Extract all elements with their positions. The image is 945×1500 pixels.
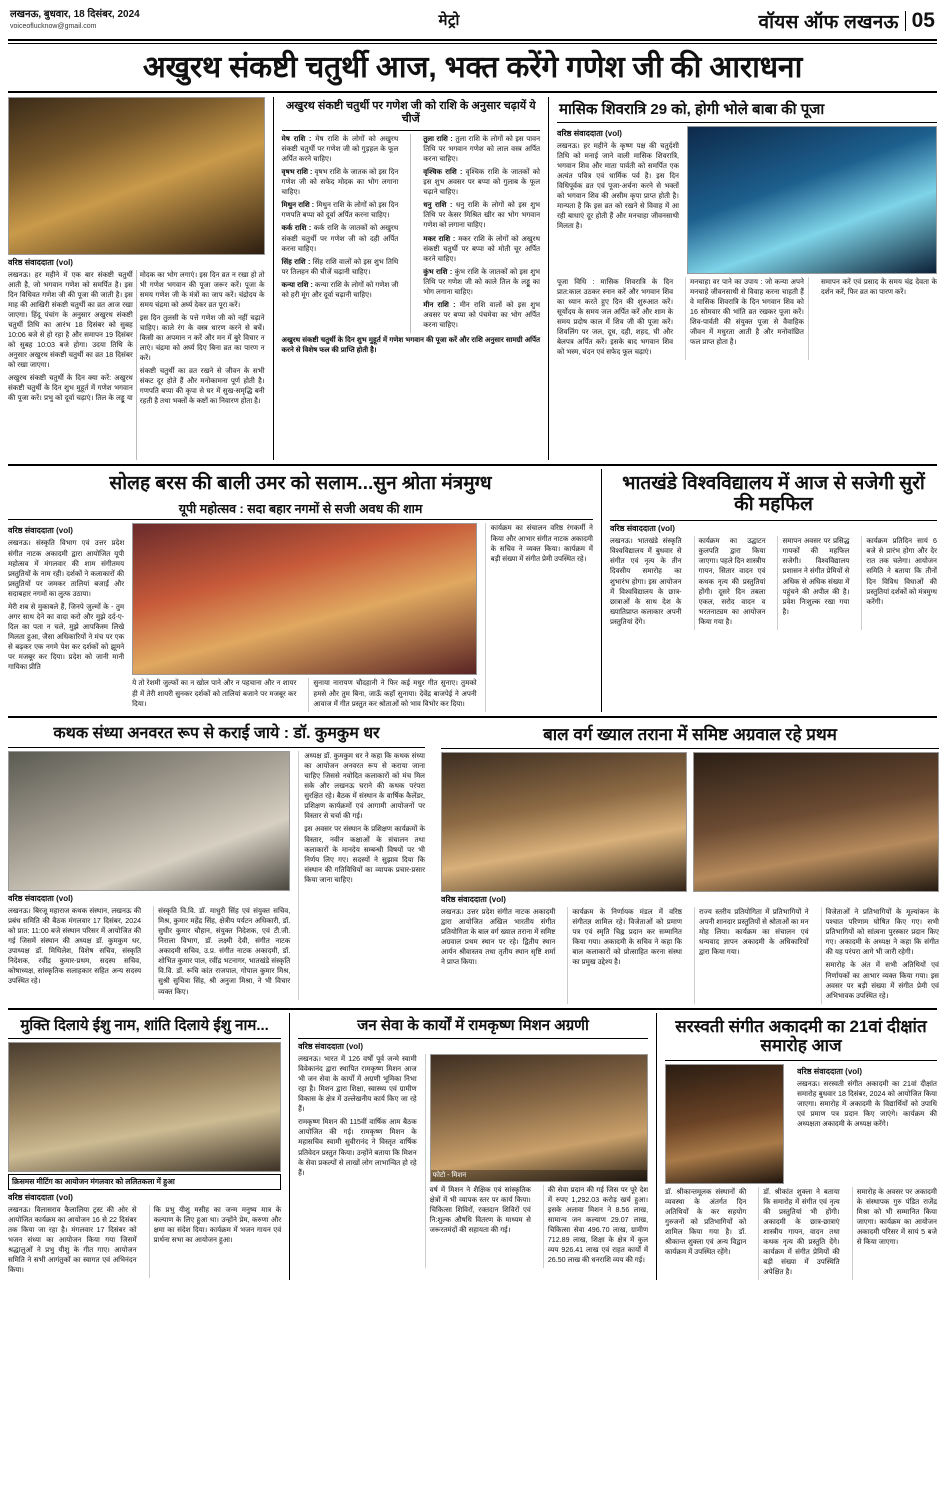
rashi-headline: अखुरथ संकष्टी चतुर्थी पर गणेश जी को राशि के अनुसार चढ़ायें ये चीजें — [285, 99, 536, 125]
rashi-sign: मीन राशि : — [423, 300, 456, 309]
ramkrishna-photo-caption: फोटो - मिशन — [431, 1170, 647, 1181]
rashi-text: तुला राशि के लोगों को इस पावन तिथि पर भगवान गणेश को लाल वस्त्र अर्पित करना चाहिए। — [423, 134, 541, 164]
baalvarg-para-5: समारोह के अंत में सभी अतिथियों एवं निर्णायकों का आभार व्यक्त किया गया। इस अवसर पर बड़ी संख्या में संगीत प्रेमी एवं अभिभावक उपस्थित रहे। — [825, 961, 939, 1000]
rashi-sign: मेष राशि : — [281, 134, 312, 143]
lead-para-3: इस दिन तुलसी के पत्ते गणेश जी को नहीं चढ़ाने चाहिए। काले रंग के वस्त्र धारण करने से बचें। किसी का अपमान न करें और मन में बुरे विचार न लाएं। चंद्रमा को अर्घ्य दिए बिना व्रत का पारण न करें। — [139, 313, 265, 363]
rashi-item — [282, 167, 399, 197]
bhatkhande-col-3 — [777, 536, 853, 630]
rashi-col-left — [282, 134, 399, 333]
shivratri-byline: वरिष्ठ संवाददाता (vol) — [557, 128, 622, 138]
baalvarg-para-2: कार्यक्रम के निर्णायक मंडल में वरिष्ठ संगीतज्ञ शामिल रहे। विजेताओं को प्रमाण पत्र एवं स्मृति चिह्न प्रदान कर सम्मानित किया गया। अकादमी के सचिव ने कहा कि बाल कलाकारों को प्रोत्साहित करना संस्था का प्रमुख उद्देश्य है। — [572, 908, 682, 967]
rashi-sign: कन्या राशि : — [281, 280, 313, 289]
bhatkhande-para-2: कार्यक्रम का उद्घाटन कुलपति द्वारा किया जाएगा। पहले दिन शास्त्रीय गायन, सितार वादन एवं कथक नृत्य की प्रस्तुतियां होंगी। दूसरे दिन तबला एकल, सरोद वादन व भरतनाट्यम का आयोजन किया गया है। — [698, 537, 766, 626]
bhatkhande-byline: वरिष्ठ संवाददाता (vol) — [609, 524, 675, 534]
rashi-sign: तुला राशि : — [423, 134, 453, 143]
bhatkhande-para-3: समापन अवसर पर प्रसिद्ध गायकों की महफिल सजेगी। विश्वविद्यालय प्रशासन ने संगीत प्रेमियों से अधिक से अधिक संख्या में पहुंचने की अपील की है। प्रवेश निःशुल्क रखा गया है। — [782, 537, 850, 616]
baalvarg-photo-1 — [441, 752, 687, 892]
rashi-text: कन्या राशि के लोगों को गणेश जी को हरी मूंग और दूर्वा चढ़ानी चाहिए। — [281, 280, 399, 299]
saraswati-col-2 — [665, 1187, 750, 1281]
rashi-item — [282, 134, 399, 164]
bhatkhande-col-2 — [694, 536, 770, 630]
rashi-text: वृषभ राशि के जातक को इस दिन गणेश जी को सफेद मोदक का भोग लगाना चाहिए। — [281, 168, 399, 197]
shivratri-col-2 — [557, 277, 677, 361]
baalvarg-headline: बाल वर्ग ख्याल तराना में समिष्ट अग्रवाल रहे प्रथम — [543, 724, 837, 744]
bhatkhande-col-1 — [610, 536, 686, 630]
ishu-col-2 — [149, 1205, 282, 1278]
saraswati-col-4 — [852, 1187, 937, 1281]
ishu-byline: वरिष्ठ संवाददाता (vol) — [8, 1192, 73, 1202]
saraswati-col-1 — [797, 1079, 937, 1132]
rashi-item — [282, 223, 399, 253]
bhatkhande-para-1: लखनऊ। भातखंडे संस्कृति विश्वविद्यालय में बुधवार से संगीत एवं नृत्य के तीन दिवसीय समारोह का शुभारंभ होगा। इस आयोजन में विश्वविद्यालय के छात्र-छात्राओं के साथ देश के ख्यातिप्राप्त कलाकार अपनी प्रस्तुतियां देंगे। — [609, 537, 682, 626]
kathak-para-1: लखनऊ। बिरजू महाराज कथक संस्थान, लखनऊ की प्रबंध समिति की बैठक मंगलवार 17 दिसंबर, 2024 को प्रात: 11:00 बजे संस्थान परिसर में आयोजित की गई जिसमें संस्थान की अध्यक्ष डॉ. कुमकुम धर, उपाध्यक्ष डॉ. मिथिलेश, विशेष सचिव, संस्कृति निदेशक, रवींद्र कुमार-प्रथम, सदस्य सचिव, कोषाध्यक्ष, सांस्कृतिक सलाहकार सहित अन्य सदस्य उपस्थित रहे। — [8, 907, 142, 986]
ramkrishna-photo — [430, 1054, 648, 1182]
ramkrishna-headline: जन सेवा के कार्यों में रामकृष्ण मिशन अग्रणी — [357, 1016, 589, 1034]
ramkrishna-para-2: रामकृष्ण मिशन की 115वीं वार्षिक आम बैठक आयोजित की गई। रामकृष्ण मिशन के महासचिव स्वामी सुवीरानंद ने विस्तृत वार्षिक प्रतिवेदन प्रस्तुत किया। उन्होंने बताया कि मिशन के सेवा प्रकल्पों से लाखों लोग लाभान्वित हो रहे हैं। — [298, 1118, 417, 1177]
baalvarg-byline: वरिष्ठ संवाददाता (vol) — [441, 895, 506, 905]
saraswati-para-3: डॉ. श्रीकांत शुक्ला ने बताया कि समारोह में संगीत एवं नृत्य की प्रस्तुतियां भी होंगी। अकादमी के छात्र-छात्राएं शास्त्रीय गायन, वादन तथा कथक नृत्य की प्रस्तुति देंगे। कार्यक्रम में संगीत प्रेमियों की बड़ी संख्या में उपस्थिति अपेक्षित है। — [763, 1187, 840, 1277]
saraswati-byline: वरिष्ठ संवाददाता (vol) — [797, 1066, 863, 1076]
baalvarg-col-2 — [567, 907, 686, 1004]
lead-para-4: संकष्टी चतुर्थी का व्रत रखने से जीवन के सभी संकट दूर होते हैं और मनोकामना पूर्ण होती है। गणपति बप्पा की कृपा से घर में सुख-समृद्धि बनी रहती है तथा भक्तों के कष्टों का निवारण होता है। — [139, 367, 265, 406]
upmahotsav-col-3 — [308, 678, 476, 711]
rashi-item — [282, 257, 399, 277]
saraswati-col-3 — [758, 1187, 844, 1281]
publication-date: लखनऊ, बुधवार, 18 दिसंबर, 2024 — [10, 9, 140, 20]
lead-headline: अखुरथ संकष्टी चतुर्थी आज, भक्त करेंगे गणेश जी की आराधना — [142, 51, 803, 84]
kathak-col-3 — [298, 751, 425, 1000]
bhatkhande-col-4 — [861, 536, 937, 630]
ramkrishna-para-4: की सेवा प्रदान की गई जिस पर पूरे देश में रुपए 1,292.03 करोड़ खर्च हुआ। इसके अलावा मिशन ने 8.56 लाख, सामान्य जन कल्याण 29.07 लाख, चिकित्सा सेवा 496.70 लाख, ग्रामीण 712.89 लाख, शिक्षा के क्षेत्र में कुल व्यय 926.41 लाख एवं राहत कार्यों में 26.50 लाख की धनराशि व्यय की गई। — [547, 1185, 649, 1265]
rashi-item — [423, 300, 540, 330]
ishu-photo-caption: क्रिसमस मीटिंग का आयोजन मंगलवार को ललितकला में हुआ — [8, 1174, 281, 1190]
baalvarg-para-1: लखनऊ। उत्तर प्रदेश संगीत नाटक अकादमी द्वारा आयोजित अखिल भारतीय संगीत प्रतियोगिता के बाल वर्ग ख्याल तराना में समिष्ट अग्रवाल प्रथम स्थान पर रहे। द्वितीय स्थान आर्यन श्रीवास्तव तथा तृतीय स्थान सृष्टि शर्मा ने प्राप्त किया। — [441, 908, 556, 967]
bhatkhande-para-4: कार्यक्रम प्रतिदिन सायं 6 बजे से प्रारंभ होगा और देर रात तक चलेगा। आयोजन समिति ने बताया कि तीनों दिन विविध विधाओं की प्रस्तुतियां दर्शकों को मंत्रमुग्ध करेंगी। — [866, 537, 937, 606]
kathak-col-2 — [153, 906, 290, 1000]
rashi-text: मकर राशि के लोगों को अखुरथ संकष्टी चतुर्थी पर बप्पा को मोती चूर अर्पित करने चाहिए। — [423, 234, 541, 263]
rashi-text: कर्क राशि के जातकों को अखुरथ संकष्टी चतुर्थी पर गणेश जी को दही अर्पित करना चाहिए। — [281, 224, 399, 253]
baalvarg-para-4: विजेताओं ने प्रतिभागियों के मूल्यांकन के पश्चात परिणाम घोषित किए गए। सभी प्रतिभागियों को सांत्वना पुरस्कार प्रदान किए गए। अकादमी के अध्यक्ष ने कहा कि संगीत की यह परंपरा आगे भी जारी रहेगी। — [825, 908, 939, 957]
baalvarg-col-4 — [821, 907, 939, 1004]
shivratri-para-3: मनचाहा वर पाने का उपाय : जो कन्या अपने मनचाहे जीवनसाथी से विवाह करना चाहती हैं वे मासिक शिवरात्रि के दिन भगवान शिव को 16 सोमवार की भांति व्रत रखकर पूजा करें। शिव-पार्वती की संयुक्त पूजा से वैवाहिक जीवन में मधुरता आती है और मनोवांछित फल प्राप्त होता है। — [690, 277, 804, 347]
masthead — [8, 6, 937, 37]
rashi-item — [423, 267, 540, 297]
upmahotsav-para-5: कार्यक्रम का संचालन वरिष्ठ रंगकर्मी ने किया और आभार संगीत नाटक अकादमी के सचिव ने व्यक्त किया। कार्यक्रम में बड़ी संख्या में संगीत प्रेमी उपस्थित रहे। — [490, 524, 593, 563]
upmahotsav-photo — [132, 523, 477, 675]
baalvarg-para-3: राज्य स्तरीय प्रतियोगिता में प्रतिभागियों ने अपनी शानदार प्रस्तुतियों से श्रोताओं का मन मोह लिया। कार्यक्रम का संचालन एवं धन्यवाद ज्ञापन अकादमी के अधिकारियों द्वारा किया गया। — [698, 908, 809, 957]
page-number: 05 — [911, 9, 935, 32]
saraswati-para-4: समारोह के अवसर पर अकादमी के संस्थापक गुरु पंडित राजेंद्र मिश्रा को भी सम्मानित किया जाएगा। कार्यक्रम का आयोजन अकादमी परिसर में सायं 5 बजे से किया जाएगा। — [856, 1187, 937, 1247]
baalvarg-photo-2 — [693, 752, 939, 892]
rashi-sign: वृषभ राशि : — [281, 168, 313, 177]
lead-para-2: अखुरथ संकष्टी चतुर्थी के दिन क्या करें: अखुरथ संकष्टी चतुर्थी के दिन शुभ मुहूर्त में गणेश भगवान की पूजा करें। प्रभु को दूर्वा चढ़ाएं। तिल के लड्डू या मोदक का भोग लगाएं। इस दिन व्रत न रखा हो तो भी गणेश भगवान की पूजा जरूर करें। पूजा के समय गणेश जी के मंत्रों का जाप करें। चंद्रोदय के समय चंद्रमा को अर्घ्य देकर व्रत पूरा करें। — [8, 270, 265, 403]
rashi-text: कुंभ राशि के जातकों को इस शुभ तिथि पर गणेश जी को काले तिल के लड्डू का भोग लगाना चाहिए। — [423, 267, 541, 296]
shivratri-headline: मासिक शिवरात्रि 29 को, होगी भोले बाबा की पूजा — [559, 100, 825, 118]
ramkrishna-para-3: वर्ष में मिशन ने शैक्षिक एवं सांस्कृतिक क्षेत्रों में भी व्यापक स्तर पर कार्य किया। चिकित्सा शिविरों, रक्तदान शिविरों एवं नि:शुल्क औषधि वितरण के माध्यम से जरूरतमंदों की सहायता की गई। — [429, 1185, 531, 1235]
kathak-col-1 — [8, 906, 145, 1000]
lead-photo — [8, 97, 265, 255]
rashi-sign: कर्क राशि : — [281, 224, 312, 233]
masthead-right — [759, 8, 935, 34]
rashi-sign: मकर राशि : — [423, 234, 456, 243]
rashi-footer: अखुरथ संकष्टी चतुर्थी के दिन शुभ मुहूर्त में गणेश भगवान की पूजा करें और राशि अनुसार सामग्री अर्पित करने से विशेष फल की प्राप्ति होती है। — [281, 336, 541, 355]
ramkrishna-col-2 — [430, 1185, 535, 1269]
baalvarg-col-3 — [694, 907, 813, 1004]
kathak-photo — [8, 751, 290, 891]
bhatkhande-headline: भातखंडे विश्वविद्यालय में आज से सजेगी सुरों की महफिल — [622, 472, 925, 516]
kathak-para-2: अध्यक्ष डॉ. कुमकुम धर ने कहा कि कथक संध्या का आयोजन अनवरत रूप से कराया जाना चाहिए जिससे नवोदित कलाकारों को मंच मिल सके और लखनऊ घराने की कथक परंपरा सुरक्षित रहे। बैठक में संस्थान के वार्षिक कैलेंडर, प्रशिक्षण कार्यक्रमों एवं आगामी आयोजनों पर विस्तार से चर्चा की गई। — [304, 752, 425, 821]
saraswati-photo — [665, 1064, 784, 1184]
section-title: मेट्रो — [438, 12, 460, 29]
contact-email: voiceoflucknow@gmail.com — [10, 22, 97, 30]
rashi-item — [423, 234, 540, 264]
ishu-para-2: कि प्रभु यीशु मसीह का जन्म मनुष्य मात्र के कल्याण के लिए हुआ था। उन्होंने प्रेम, करुणा और क्षमा का संदेश दिया। कार्यक्रम में भजन गायन एवं प्रार्थना सभा का आयोजन हुआ। — [153, 1205, 282, 1245]
rashi-text: मिथुन राशि के लोगों को इस दिन गणपति बप्पा को दूर्वा अर्पित करना चाहिए। — [281, 201, 399, 220]
lead-body — [8, 270, 265, 460]
rashi-sign: कुंभ राशि : — [423, 267, 453, 276]
shivratri-col-1 — [557, 141, 679, 235]
ishu-col-1 — [8, 1205, 141, 1278]
shivratri-para-2: पूजा विधि : मासिक शिवरात्रि के दिन प्रात:काल उठकर स्नान करें और भगवान शिव का ध्यान करते हुए दिन की शुरुआत करें। सूर्योदय के समय जल अर्पित करें और शाम के समय प्रदोष काल में शिव जी की पूजा करें। शिवलिंग पर जल, दूध, दही, शहद, घी और बेलपत्र अर्पित करें। इसके बाद भगवान शिव को भस्म, चंदन एवं सफेद फूल चढ़ाएं। — [557, 277, 674, 357]
saraswati-para-1: लखनऊ। सरस्वती संगीत अकादमी का 21वां दीक्षांत समारोह बुधवार 18 दिसंबर, 2024 को आयोजित किया जाएगा। समारोह में अकादमी के विद्यार्थियों को उपाधि एवं प्रमाण पत्र प्रदान किए जाएंगे। कार्यक्रम की अध्यक्षता अकादमी के अध्यक्ष करेंगे। — [797, 1079, 937, 1129]
rashi-item — [282, 200, 399, 220]
ramkrishna-para-1: लखनऊ। भारत में 126 वर्षों पूर्व जन्मे स्वामी विवेकानंद द्वारा स्थापित रामकृष्ण मिशन आज भी जन सेवा के कार्यों में अग्रणी भूमिका निभा रहा है। मिशन द्वारा शिक्षा, स्वास्थ्य एवं ग्रामीण विकास के क्षेत्र में उल्लेखनीय कार्य किए जा रहे हैं। — [298, 1054, 417, 1114]
rashi-text: मीन राशि वालों को इस शुभ अवसर पर बप्पा को पंचमेवा का भोग अर्पित करना चाहिए। — [423, 300, 541, 330]
rashi-text: धनु राशि के लोगों को इस शुभ तिथि पर केसर मिश्रित खीर का भोग भगवान गणेश को लगाना चाहिए। — [423, 201, 541, 230]
upmahotsav-col-2 — [132, 678, 300, 711]
publication-brand: वॉयस ऑफ लखनऊ — [758, 12, 899, 33]
upmahotsav-subhead: यूपी महोत्सव : सदा बहार नगमों से सजी अवध की शाम — [178, 502, 423, 517]
ramkrishna-col-3 — [543, 1185, 648, 1269]
kathak-headline: कथक संध्या अनवरत रूप से कराई जाये : डॉ. कुमकुम धर — [53, 724, 380, 742]
upmahotsav-para-3: ये तो रेशमी जुल्फों का न खोल पाने और न पहचाना और न शायर ही में तेरी शायरी सुनकर दर्शकों को तालियां बजाने पर मजबूर कर दिया। — [132, 679, 297, 708]
lead-para-1: लखनऊ। हर महीने में एक बार संकष्टी चतुर्थी आती है, जो भगवान गणेश को समर्पित है। इस दिन विधिवत गणेश जी की पूजा की जाती है। इस माह की आखिरी संकष्टी चतुर्थी का व्रत आज रखा जाएगा। हिंदू पंचांग के अनुसार अखुरथ संकष्टी चतुर्थी तिथि का आरंभ 18 दिसंबर को सुबह 10:06 बजे से हो रहा है और समापन 19 दिसंबर को सुबह 10:03 बजे होगा। उदया तिथि के अनुसार अखुरथ संकष्टी चतुर्थी का व्रत 18 दिसंबर को रखा जाएगा। — [8, 270, 133, 370]
rashi-item — [423, 134, 540, 164]
saraswati-para-2: डॉ. श्रीकान्तमूलक संस्थानों की व्यवस्था के अंतर्गत दिन अतिथियों के कर सहयोग गुरुजनों को प्रतिभागियों को शामिल किया गया है। डॉ. श्रीकान्त शुक्ला एवं अन्य विद्वान कार्यक्रम में उपस्थित रहेंगे। — [664, 1187, 747, 1257]
ishu-headline: मुक्ति दिलाये ईशु नाम, शांति दिलाये ईशु नाम... — [20, 1016, 269, 1034]
rashi-sign: धनु राशि : — [423, 201, 453, 210]
kathak-para-3: इस अवसर पर संस्थान के प्रशिक्षण कार्यक्रमों के विस्तार, नवीन कक्षाओं के संचालन तथा कलाकारों के मानदेय सम्बन्धी विषयों पर भी निर्णय लिए गए। सदस्यों ने सुझाव दिया कि संस्थान की गतिविधियों का व्यापक प्रचार-प्रसार किया जाना चाहिए। — [304, 825, 425, 884]
upmahotsav-para-2: मेरी शब से मुकाबले हैं, जिनपे जुल्मों के - तुम अगर साथ देने का वादा करो और मुझे दर्द-ए-दिल का पता न चले, मुझे आपकिस्म लिखे मिलता हुआ, जैसा अधिकारियों ने मंच पर एक से बढ़कर एक नगमे पेश कर दर्शकों को झूमने पर मजबूर कर दिया। प्रदेश को जानी मानी गायिका प्रीति — [8, 602, 125, 672]
rashi-item — [423, 167, 540, 197]
rashi-col-right — [423, 134, 540, 333]
rashi-sign: वृश्चिक राशि : — [423, 168, 463, 177]
ramkrishna-col-1 — [298, 1054, 417, 1181]
shivratri-para-1: लखनऊ। हर महीने के कृष्ण पक्ष की चतुर्दशी तिथि को मनाई जाने वाली मासिक शिवरात्रि, भगवान शिव और माता पार्वती को समर्पित एक अत्यंत पवित्र एवं धार्मिक पर्व है। इस दिन विधिपूर्वक व्रत एवं पूजा-अर्चना करने से भक्तों को भगवान शिव की असीम कृपा प्राप्त होती है। मान्यता है कि इस व्रत को रखने से विवाह में आ रही बाधाएं दूर होती हैं और मनचाहा जीवनसाथी मिलता है। — [557, 141, 679, 231]
rashi-text: सिंह राशि वालों को इस शुभ तिथि पर तिलहन की चीजें चढ़ानी चाहिए। — [281, 257, 399, 276]
ishu-para-3: लखनऊ। विलासराव कैलालिया ट्रस्ट की ओर से आयोजित कार्यक्रम का आयोजन 16 से 22 दिसंबर तक किया जा रहा है। मंगलवार 17 दिसंबर को भजन संध्या का आयोजन किया गया जिसमें श्रद्धालुओं ने प्रभु यीशु के गीत गाए। आयोजन समिति ने सभी आगंतुकों का स्वागत एवं अभिनंदन किया। — [8, 1205, 137, 1275]
saraswati-headline: सरस्वती संगीत अकादमी का 21वां दीक्षांत समारोह आज — [675, 1016, 927, 1056]
lead-byline: वरिष्ठ संवाददाता (vol) — [8, 257, 73, 267]
ramkrishna-byline: वरिष्ठ संवाददाता (vol) — [298, 1041, 364, 1051]
kathak-byline: वरिष्ठ संवाददाता (vol) — [8, 894, 73, 904]
upmahotsav-col-1 — [8, 538, 124, 675]
kathak-para-4: संस्कृति वि.वि. डॉ. माधुरी सिंह एवं संयुक्त सचिव, मिश्र, कुमार महेंद्र सिंह, क्षेत्रीय पर्यटन अधिकारी, डॉ. सुधीर कुमार चौहान, संयुक्त निदेशक, एवं टी.जी. निराला विभाग, डॉ. लक्ष्मी देवी, संगीत नाटक अकादमी सचिव, उ.प्र. संगीत नाटक अकादमी, डॉ. शोभित कुमार पाल, रवींद्र भटनागर, भातखंडे संस्कृति वि.वि. डॉ. रूचि कांत राजपाल, गोपाल कुमार मिश्र, सुश्री सुचित्रा सिंह, श्री अनुजा मिश्रा, ने भी विचार व्यक्त किए। — [158, 907, 291, 996]
upmahotsav-headline: सोलह बरस की बाली उमर को सलाम...सुन श्रोता मंत्रमुग्ध — [109, 472, 492, 494]
baalvarg-col-1 — [441, 907, 559, 1004]
shivratri-col-3 — [685, 277, 809, 361]
rashi-sign: मिथुन राशि : — [281, 201, 315, 210]
upmahotsav-para-1: लखनऊ। संस्कृति विभाग एवं उत्तर प्रदेश संगीत नाटक अकादमी द्वारा आयोजित यूपी महोत्सव में मंगलवार की शाम संगीतमय प्रस्तुतियों के नाम रही। दर्शकों ने कलाकारों की प्रस्तुतियों पर जमकर तालियां बजाईं और सदाबहार नगमों का लुत्फ उठाया। — [8, 539, 125, 598]
rashi-text: वृश्चिक राशि के जातकों को इस शुभ अवसर पर बप्पा को गुलाब के फूल चढ़ाने चाहिए। — [423, 168, 541, 197]
shivratri-photo — [687, 126, 937, 274]
upmahotsav-para-4: सुनाया नारायण चौदहानी ने फिर कई मधुर गीत सुनाए। तुमको हमसे और तुम बिना, जाऊँ कहाँ सुनाया। देवेंद्र बाजपेई ने अपनी आवाज में गीत प्रस्तुत कर श्रोताओं को भाव विभोर कर दिया। — [313, 679, 477, 708]
upmahotsav-col-4 — [485, 523, 593, 711]
shivratri-para-4: समापन करें एवं प्रसाद के समय चंद्र देवता के दर्शन करें, फिर व्रत का पारण करें। — [820, 277, 937, 296]
ishu-photo — [8, 1042, 281, 1172]
rashi-sign: सिंह राशि : — [281, 257, 311, 266]
upmahotsav-byline: वरिष्ठ संवाददाता (vol) — [8, 526, 73, 536]
masthead-left — [10, 8, 140, 31]
rashi-item — [282, 280, 399, 300]
rashi-text: मेष राशि के लोगों को अखुरथ संकष्टी चतुर्थी पर गणेश जी को गुड़हल के फूल अर्पित करने चाहिए। — [281, 134, 399, 164]
shivratri-col-4 — [817, 277, 937, 361]
rashi-item — [423, 200, 540, 230]
